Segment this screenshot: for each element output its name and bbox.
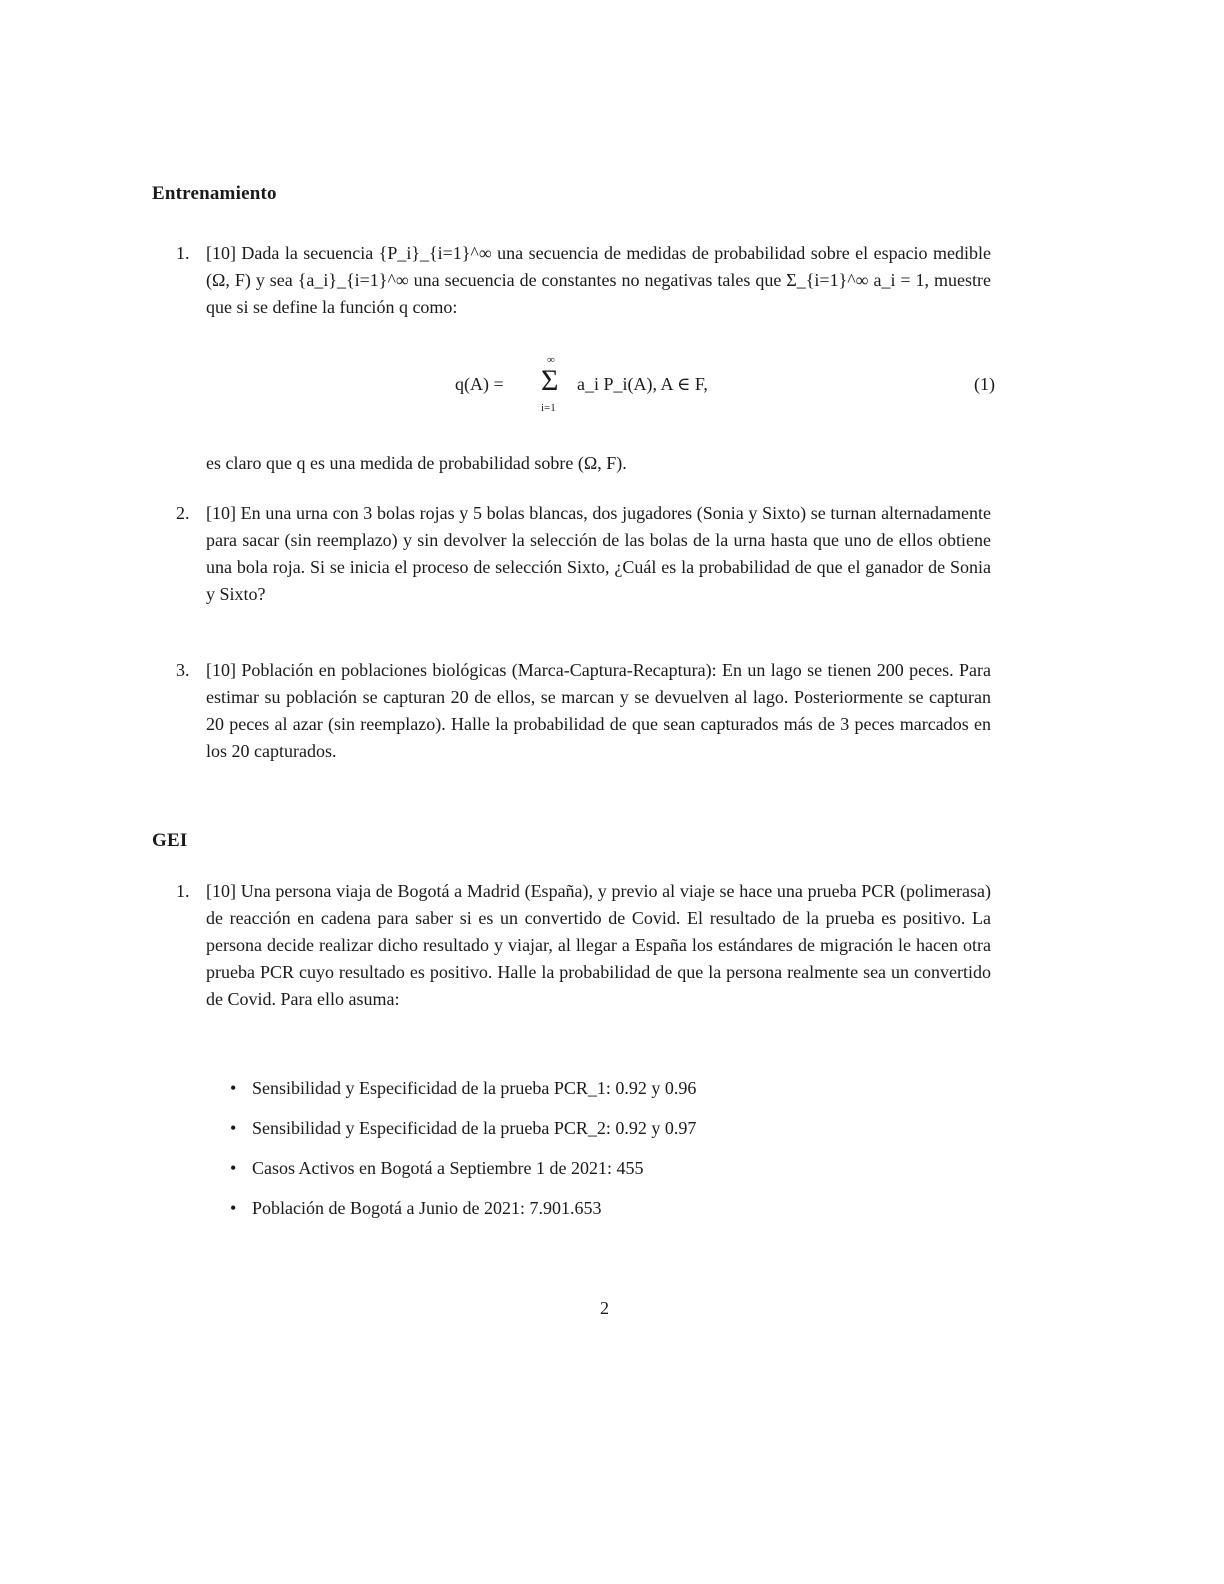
equation-1	[455, 354, 995, 422]
list-item: • Sensibilidad y Especificidad de la prueba PCR_1: 0.92 y 0.96	[230, 1068, 696, 1108]
list-item: • Casos Activos en Bogotá a Septiembre 1 de 2021: 455	[230, 1148, 696, 1188]
list-item: • Sensibilidad y Especificidad de la prueba PCR_2: 0.92 y 0.97	[230, 1108, 696, 1148]
section-title-gei: GEI	[152, 830, 188, 851]
problem-number: 3.	[176, 660, 190, 680]
sum-symbol: Σ	[541, 364, 559, 397]
sum-upper-limit: ∞	[547, 354, 555, 366]
equation-lhs: q(A) =	[455, 374, 504, 394]
bullet-icon: •	[230, 1158, 237, 1178]
gei-problem-1	[176, 878, 991, 1013]
bullet-icon: •	[230, 1118, 237, 1138]
problem-3	[176, 657, 991, 765]
list-item: • Población de Bogotá a Junio de 2021: 7.901.653	[230, 1188, 696, 1228]
page-number: 2	[600, 1298, 609, 1318]
assumptions-list	[230, 1068, 696, 1228]
problem-text: [10] Población en poblaciones biológicas (Marca-Captura-Recaptura): En un lago se tienen 200 peces. Para estimar su población se capturan 20 de ellos, se marcan y se devuelven al lago. Posteriormente se capturan 20 peces al azar (sin reemplazo). Halle la probabilidad de que sean capturados más de 3 peces marcados en los 20 capturados.	[206, 660, 991, 761]
equation-number: (1)	[974, 374, 995, 394]
problem-text: [10] Dada la secuencia {P_i}_{i=1}^∞ una secuencia de medidas de probabilidad sobre el espacio medible (Ω, F) y sea {a_i}_{i=1}^∞ una secuencia de constantes no negativas tales que Σ_{i=1}^∞ a_i = 1, muestre que si se define la función q como:	[206, 243, 991, 317]
problem-text: [10] Una persona viaja de Bogotá a Madrid (España), y previo al viaje se hace una prueba PCR (polimerasa) de reacción en cadena para saber si es un convertido de Covid. El resultado de la prueba es positivo. La persona decide realizar dicho resultado y viajar, al llegar a España los estándares de migración le hacen otra prueba PCR cuyo resultado es positivo. Halle la probabilidad de que la persona realmente sea un convertido de Covid. Para ello asuma:	[206, 881, 991, 1009]
problem-number: 1.	[176, 881, 190, 901]
bullet-icon: •	[230, 1198, 237, 1218]
problem-1	[176, 240, 991, 321]
problem-1-continuation: es claro que q es una medida de probabilidad sobre (Ω, F).	[206, 453, 627, 473]
bullet-icon: •	[230, 1078, 237, 1098]
problem-2	[176, 500, 991, 608]
equation-rhs: a_i P_i(A), A ∈ F,	[577, 374, 708, 394]
sum-lower-limit: i=1	[541, 402, 556, 414]
problem-text: [10] En una urna con 3 bolas rojas y 5 bolas blancas, dos jugadores (Sonia y Sixto) se turnan alternadamente para sacar (sin reemplazo) y sin devolver la selección de las bolas de la urna hasta que uno de ellos obtiene una bola roja. Si se inicia el proceso de selección Sixto, ¿Cuál es la probabilidad de que el ganador de Sonia y Sixto?	[206, 503, 991, 604]
problem-number: 2.	[176, 503, 190, 523]
problem-number: 1.	[176, 243, 190, 263]
section-title-entrenamiento: Entrenamiento	[152, 183, 277, 204]
